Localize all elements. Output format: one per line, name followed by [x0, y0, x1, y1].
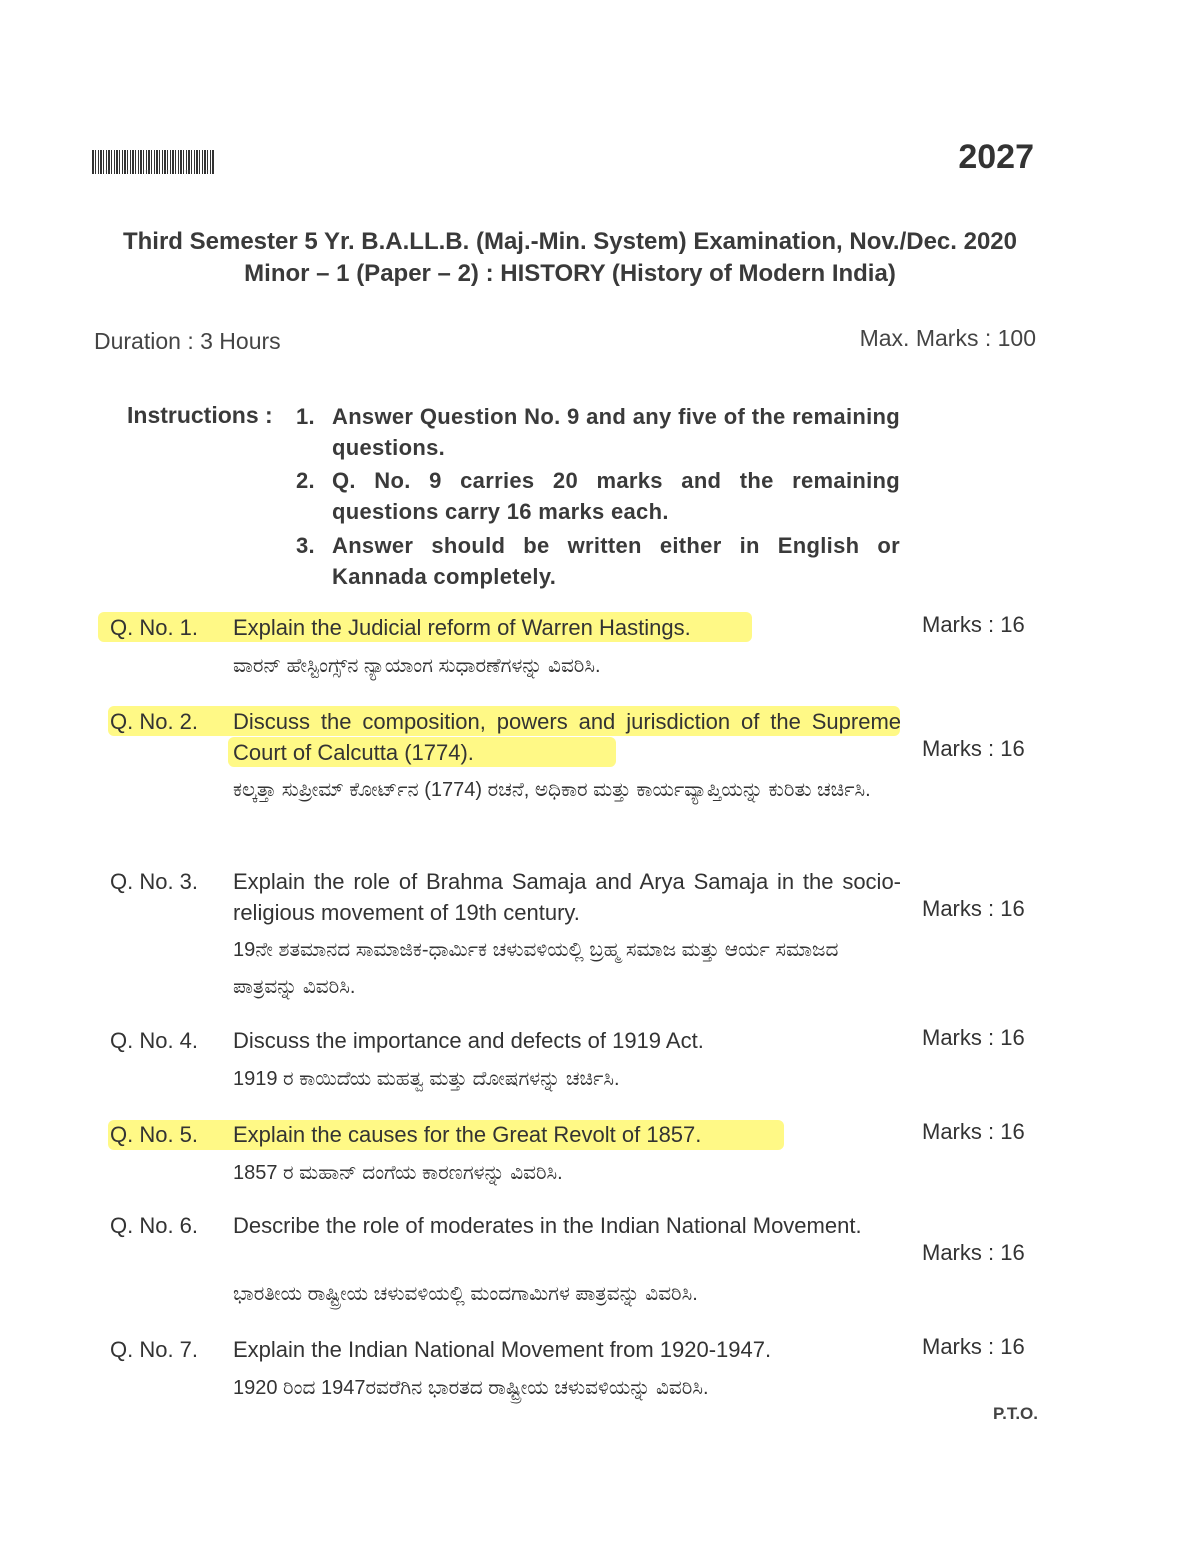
question-marks: Marks : 16 — [922, 1119, 1025, 1144]
question-text-kannada: 1857 ರ ಮಹಾನ್ ದಂಗೆಯ ಕಾರಣಗಳನ್ನು ವಿವರಿಸಿ. — [233, 1162, 563, 1184]
question-number: Q. No. 3. — [110, 869, 199, 894]
question-marks: Marks : 16 — [922, 1334, 1025, 1359]
question-text: Explain the causes for the Great Revolt of 1857. — [233, 1122, 702, 1147]
instruction-item — [296, 465, 900, 527]
paper-subtitle: Minor – 1 (Paper – 2) : HISTORY (History of Modern India) — [244, 260, 896, 287]
question-marks: Marks : 16 — [922, 1025, 1025, 1050]
exam-title: Third Semester 5 Yr. B.A.LL.B. (Maj.-Min. System) Examination, Nov./Dec. 2020 — [122, 228, 1018, 255]
question-number: Q. No. 2. — [110, 709, 199, 734]
instruction-number: 3. — [296, 533, 315, 558]
question-marks: Marks : 16 — [922, 1240, 1025, 1265]
question-number: Q. No. 6. — [110, 1213, 199, 1238]
instruction-item — [296, 530, 900, 592]
question-text: Explain the Judicial reform of Warren Hastings. — [233, 615, 691, 640]
question-marks: Marks : 16 — [922, 736, 1025, 761]
question-text: Explain the role of Brahma Samaja and Arya Samaja in the socio-religious movement of 19th century. — [233, 869, 901, 925]
question-number: Q. No. 1. — [110, 615, 199, 640]
question-number: Q. No. 4. — [110, 1028, 199, 1053]
pto-label: P.T.O. — [992, 1404, 1038, 1423]
question-text-kannada: ಭಾರತೀಯ ರಾಷ್ಟ್ರೀಯ ಚಳುವಳಿಯಲ್ಲಿ ಮಂದಗಾಮಿಗಳ ಪಾತ್ರವನ್ನು ವಿವರಿಸಿ. — [233, 1283, 698, 1305]
question-text-kannada: 19ನೇ ಶತಮಾನದ ಸಾಮಾಜಿಕ-ಧಾರ್ಮಿಕ ಚಳುವಳಿಯಲ್ಲಿ ಬ್ರಹ್ಮ ಸಮಾಜ ಮತ್ತು ಆರ್ಯ ಸಮಾಜದ ಪಾತ್ರವನ್ನು ವಿವರಿಸಿ. — [233, 939, 839, 998]
question-text-kannada: 1920 ರಿಂದ 1947ರವರೆಗಿನ ಭಾರತದ ರಾಷ್ಟ್ರೀಯ ಚಳುವಳಿಯನ್ನು ವಿವರಿಸಿ. — [233, 1377, 709, 1399]
instruction-text: Answer Question No. 9 and any five of the remaining questions. — [332, 404, 900, 460]
question-text-kannada: 1919 ರ ಕಾಯಿದೆಯ ಮಹತ್ವ ಮತ್ತು ದೋಷಗಳನ್ನು ಚರ್ಚಿಸಿ. — [233, 1068, 620, 1090]
instructions-label: Instructions : — [127, 402, 273, 428]
barcode-image — [92, 150, 214, 174]
question-text-kannada: ಕಲ್ಕತ್ತಾ ಸುಪ್ರೀಮ್ ಕೋರ್ಟ್‌ನ (1774) ರಚನೆ, ಅಧಿಕಾರ ಮತ್ತು ಕಾರ್ಯವ್ಯಾಪ್ತಿಯನ್ನು ಕುರಿತು ಚರ್ಚಿಸಿ. — [233, 779, 871, 801]
instruction-text: Answer should be written either in English or Kannada completely. — [332, 533, 900, 589]
question-text: Explain the Indian National Movement from 1920-1947. — [233, 1337, 772, 1362]
question-number: Q. No. 7. — [110, 1337, 199, 1362]
duration-label: Duration : 3 Hours — [94, 328, 281, 354]
instruction-number: 1. — [296, 404, 315, 429]
instruction-number: 2. — [296, 468, 315, 493]
instruction-text: Q. No. 9 carries 20 marks and the remaining questions carry 16 marks each. — [332, 468, 900, 524]
question-number: Q. No. 5. — [110, 1122, 199, 1147]
max-marks-label: Max. Marks : 100 — [859, 325, 1036, 351]
question-text: Discuss the importance and defects of 1919 Act. — [233, 1028, 704, 1053]
paper-code: 2027 — [958, 138, 1034, 176]
question-marks: Marks : 16 — [922, 612, 1025, 637]
question-marks: Marks : 16 — [922, 896, 1025, 921]
question-text: Describe the role of moderates in the Indian National Movement. — [233, 1213, 862, 1238]
question-text: Discuss the composition, powers and jurisdiction of the Supreme Court of Calcutta (1774). — [233, 709, 901, 765]
instruction-item — [296, 401, 900, 463]
question-text-kannada: ವಾರನ್ ಹೇಸ್ಟಿಂಗ್ಸ್‌ನ ನ್ಯಾಯಾಂಗ ಸುಧಾರಣೆಗಳನ್ನು ವಿವರಿಸಿ. — [233, 655, 601, 677]
